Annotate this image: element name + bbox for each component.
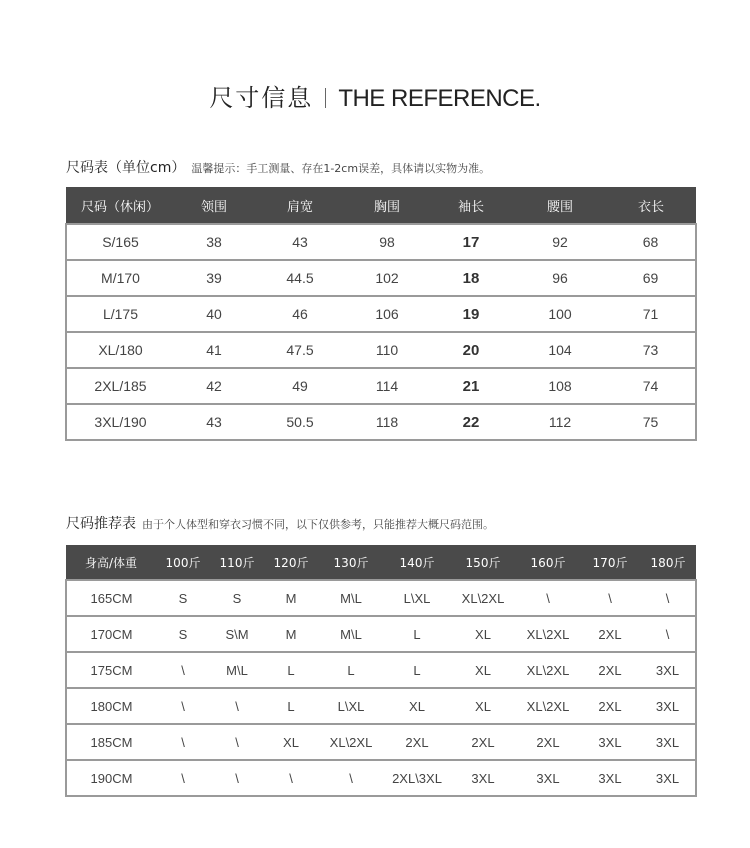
recommend-cell: 165CM bbox=[66, 580, 156, 616]
recommend-cell: XL bbox=[450, 688, 516, 724]
recommend-cell: S bbox=[156, 616, 210, 652]
recommend-cell: S bbox=[156, 580, 210, 616]
size-chart-header-cell: 肩宽 bbox=[254, 187, 346, 224]
recommend-cell: 3XL bbox=[580, 760, 640, 796]
recommend-header-cell: 180斤 bbox=[640, 545, 696, 580]
table-row bbox=[66, 760, 696, 796]
recommend-cell: \ bbox=[516, 580, 580, 616]
size-chart-header-cell: 衣长 bbox=[606, 187, 696, 224]
recommend-cell: \ bbox=[580, 580, 640, 616]
recommend-header-cell: 140斤 bbox=[384, 545, 450, 580]
recommend-header-cell: 160斤 bbox=[516, 545, 580, 580]
recommend-cell: M\L bbox=[318, 616, 384, 652]
page-title bbox=[0, 78, 750, 113]
size-chart-cell: 3XL/190 bbox=[66, 404, 174, 440]
recommend-cell: 2XL bbox=[450, 724, 516, 760]
recommend-header-cell: 130斤 bbox=[318, 545, 384, 580]
size-chart-title: 尺码表（单位cm） bbox=[66, 160, 186, 176]
size-chart-cell: 38 bbox=[174, 224, 254, 260]
size-chart-cell: 2XL/185 bbox=[66, 368, 174, 404]
page-title-cn: 尺寸信息 bbox=[209, 84, 314, 112]
size-chart-cell: M/170 bbox=[66, 260, 174, 296]
recommend-cell: L bbox=[264, 652, 318, 688]
recommend-header-cell: 身高/体重 bbox=[66, 545, 156, 580]
recommend-cell: XL\2XL bbox=[516, 652, 580, 688]
size-chart-cell: 73 bbox=[606, 332, 696, 368]
table-row bbox=[66, 688, 696, 724]
recommend-header-row bbox=[66, 545, 696, 580]
recommend-cell: \ bbox=[210, 760, 264, 796]
recommend-cell: 3XL bbox=[640, 724, 696, 760]
size-chart-cell: 92 bbox=[514, 224, 606, 260]
recommend-cell: 2XL bbox=[580, 616, 640, 652]
recommend-cell: \ bbox=[210, 724, 264, 760]
recommend-cell: 3XL bbox=[640, 688, 696, 724]
recommend-cell: 185CM bbox=[66, 724, 156, 760]
table-row bbox=[66, 296, 696, 332]
recommend-cell: 190CM bbox=[66, 760, 156, 796]
size-chart-cell: 74 bbox=[606, 368, 696, 404]
recommend-heading bbox=[66, 513, 494, 533]
size-chart-cell: 75 bbox=[606, 404, 696, 440]
table-row bbox=[66, 616, 696, 652]
size-chart-header-cell: 腰围 bbox=[514, 187, 606, 224]
recommend-cell: 2XL\3XL bbox=[384, 760, 450, 796]
recommend-header-cell: 150斤 bbox=[450, 545, 516, 580]
table-row bbox=[66, 724, 696, 760]
size-chart-cell: 104 bbox=[514, 332, 606, 368]
recommend-cell: XL\2XL bbox=[516, 688, 580, 724]
recommend-header-cell: 170斤 bbox=[580, 545, 640, 580]
size-chart-cell: 49 bbox=[254, 368, 346, 404]
recommend-cell: L\XL bbox=[384, 580, 450, 616]
recommend-cell: L bbox=[318, 652, 384, 688]
size-chart-note: 温馨提示：手工测量、存在1-2cm误差，具体请以实物为准。 bbox=[191, 162, 491, 175]
recommend-cell: 3XL bbox=[640, 760, 696, 796]
recommend-cell: \ bbox=[264, 760, 318, 796]
recommend-note: 由于个人体型和穿衣习惯不同，以下仅供参考，只能推荐大概尺码范围。 bbox=[142, 518, 494, 531]
table-row bbox=[66, 224, 696, 260]
size-chart-cell: 20 bbox=[428, 332, 514, 368]
size-chart-cell: 39 bbox=[174, 260, 254, 296]
recommend-cell: 3XL bbox=[450, 760, 516, 796]
recommend-cell: M\L bbox=[318, 580, 384, 616]
recommend-table bbox=[65, 545, 697, 797]
recommend-cell: 170CM bbox=[66, 616, 156, 652]
recommend-cell: 2XL bbox=[384, 724, 450, 760]
size-chart-cell: 41 bbox=[174, 332, 254, 368]
size-chart-cell: 106 bbox=[346, 296, 428, 332]
recommend-cell: \ bbox=[318, 760, 384, 796]
recommend-cell: \ bbox=[156, 724, 210, 760]
size-chart-body bbox=[66, 224, 696, 440]
recommend-cell: \ bbox=[156, 688, 210, 724]
size-chart-cell: 98 bbox=[346, 224, 428, 260]
size-chart-cell: 43 bbox=[254, 224, 346, 260]
recommend-cell: XL bbox=[450, 652, 516, 688]
recommend-cell: 2XL bbox=[516, 724, 580, 760]
size-chart-cell: 21 bbox=[428, 368, 514, 404]
size-chart-cell: S/165 bbox=[66, 224, 174, 260]
recommend-cell: \ bbox=[210, 688, 264, 724]
recommend-cell: \ bbox=[640, 580, 696, 616]
recommend-cell: S\M bbox=[210, 616, 264, 652]
size-chart-cell: 69 bbox=[606, 260, 696, 296]
recommend-cell: \ bbox=[156, 652, 210, 688]
recommend-cell: XL bbox=[384, 688, 450, 724]
size-chart-header-cell: 胸围 bbox=[346, 187, 428, 224]
size-chart-cell: 17 bbox=[428, 224, 514, 260]
recommend-cell: L bbox=[384, 652, 450, 688]
table-row bbox=[66, 652, 696, 688]
recommend-cell: 175CM bbox=[66, 652, 156, 688]
size-chart-header-cell: 尺码（休闲） bbox=[66, 187, 174, 224]
recommend-cell: \ bbox=[640, 616, 696, 652]
recommend-cell: 180CM bbox=[66, 688, 156, 724]
recommend-cell: 2XL bbox=[580, 688, 640, 724]
table-row bbox=[66, 404, 696, 440]
recommend-cell: M\L bbox=[210, 652, 264, 688]
size-chart-cell: 108 bbox=[514, 368, 606, 404]
recommend-header-cell: 110斤 bbox=[210, 545, 264, 580]
recommend-body bbox=[66, 580, 696, 796]
recommend-cell: XL bbox=[264, 724, 318, 760]
size-chart-header-cell: 领围 bbox=[174, 187, 254, 224]
size-chart-cell: 19 bbox=[428, 296, 514, 332]
table-row bbox=[66, 580, 696, 616]
size-chart-cell: 68 bbox=[606, 224, 696, 260]
size-chart-cell: 112 bbox=[514, 404, 606, 440]
table-row bbox=[66, 260, 696, 296]
size-chart-header-cell: 袖长 bbox=[428, 187, 514, 224]
recommend-cell: 3XL bbox=[580, 724, 640, 760]
size-chart-cell: 18 bbox=[428, 260, 514, 296]
size-chart-cell: XL/180 bbox=[66, 332, 174, 368]
size-chart-cell: 102 bbox=[346, 260, 428, 296]
size-chart-cell: 40 bbox=[174, 296, 254, 332]
table-row bbox=[66, 368, 696, 404]
size-chart-cell: 47.5 bbox=[254, 332, 346, 368]
recommend-cell: \ bbox=[156, 760, 210, 796]
size-chart-cell: 22 bbox=[428, 404, 514, 440]
recommend-cell: XL\2XL bbox=[516, 616, 580, 652]
recommend-cell: 2XL bbox=[580, 652, 640, 688]
table-row bbox=[66, 332, 696, 368]
size-chart-table bbox=[65, 187, 697, 441]
recommend-cell: 3XL bbox=[516, 760, 580, 796]
recommend-title: 尺码推荐表 bbox=[66, 516, 136, 532]
size-chart-cell: 118 bbox=[346, 404, 428, 440]
recommend-cell: S bbox=[210, 580, 264, 616]
size-chart-cell: 43 bbox=[174, 404, 254, 440]
size-chart-cell: 100 bbox=[514, 296, 606, 332]
size-chart-cell: 42 bbox=[174, 368, 254, 404]
page-title-en: THE REFERENCE. bbox=[338, 85, 541, 112]
recommend-cell: L bbox=[264, 688, 318, 724]
recommend-header-cell: 120斤 bbox=[264, 545, 318, 580]
recommend-cell: XL bbox=[450, 616, 516, 652]
recommend-cell: XL\2XL bbox=[450, 580, 516, 616]
size-chart-cell: 96 bbox=[514, 260, 606, 296]
size-chart-cell: 50.5 bbox=[254, 404, 346, 440]
recommend-header-cell: 100斤 bbox=[156, 545, 210, 580]
size-chart-cell: 44.5 bbox=[254, 260, 346, 296]
recommend-cell: 3XL bbox=[640, 652, 696, 688]
recommend-cell: M bbox=[264, 580, 318, 616]
size-chart-header-row bbox=[66, 187, 696, 224]
title-divider bbox=[325, 88, 326, 108]
size-chart-cell: 114 bbox=[346, 368, 428, 404]
size-chart-cell: 46 bbox=[254, 296, 346, 332]
recommend-cell: L bbox=[384, 616, 450, 652]
recommend-cell: L\XL bbox=[318, 688, 384, 724]
recommend-cell: XL\2XL bbox=[318, 724, 384, 760]
size-chart-heading bbox=[66, 157, 490, 177]
recommend-cell: M bbox=[264, 616, 318, 652]
size-chart-cell: L/175 bbox=[66, 296, 174, 332]
size-chart-cell: 71 bbox=[606, 296, 696, 332]
size-chart-cell: 110 bbox=[346, 332, 428, 368]
